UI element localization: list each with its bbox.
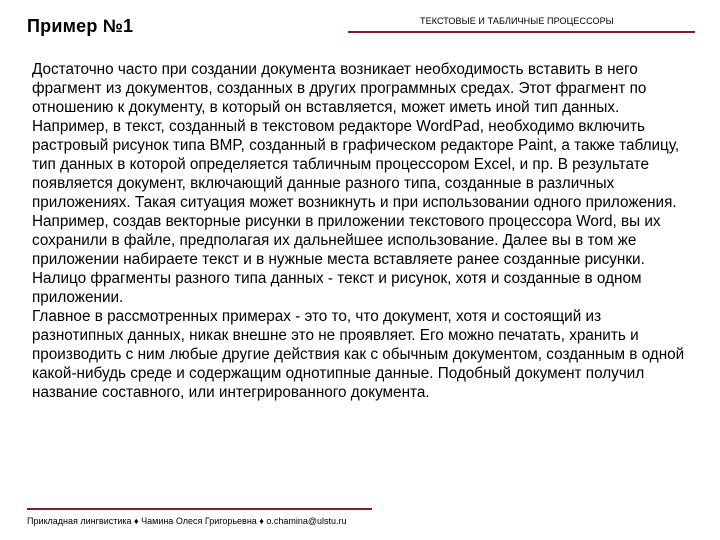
slide-title: Пример №1 (27, 16, 134, 36)
header-rule (348, 31, 695, 33)
footer-rule (27, 508, 372, 510)
footer-text: Прикладная лингвистика ♦ Чамина Олеся Григорьевна ♦ o.chamina@ulstu.ru (27, 516, 347, 526)
body-text: Достаточно часто при создании документа возникает необходимость вставить в него фрагмент из документов, созданных в других программных средах. Этот фрагмент по отношению к документу, в который он вставляется, может иметь иной тип данных. Например, в текст, созданный в текстовом редакторе WordPad, необходимо включить растровый рисунок типа BMP, созданный в графическом редакторе Paint, а также таблицу, тип данных в которой определяется табличным процессором Excel, и пр. В результате появляется документ, включающий данные разного типа, созданные в различных приложениях. Такая ситуация может возникнуть и при использовании одного приложения. Например, создав векторные рисунки в приложении текстового процессора Word, вы их сохранили в файле, предполагая их дальнейшее использование. Далее вы в том же приложении набираете текст и в нужные места вставляете ранее созданные рисунки. Налицо фрагменты разного типа данных - текст и рисунок, хотя и созданные в одном приложении. Главное в рассмотренных примерах - это то, что документ, хотя и состоящий из разнотипных данных, никак внешне это не проявляет. Его можно печатать, хранить и производить с ним любые другие действия как с обычным документом, созданным в одной какой-нибудь среде и содержащим однотипные данные. Подобный документ получил название составного, или интегрированного документа. (32, 61, 685, 401)
header-caption: ТЕКСТОВЫЕ И ТАБЛИЧНЫЕ ПРОЦЕССОРЫ (420, 16, 614, 26)
